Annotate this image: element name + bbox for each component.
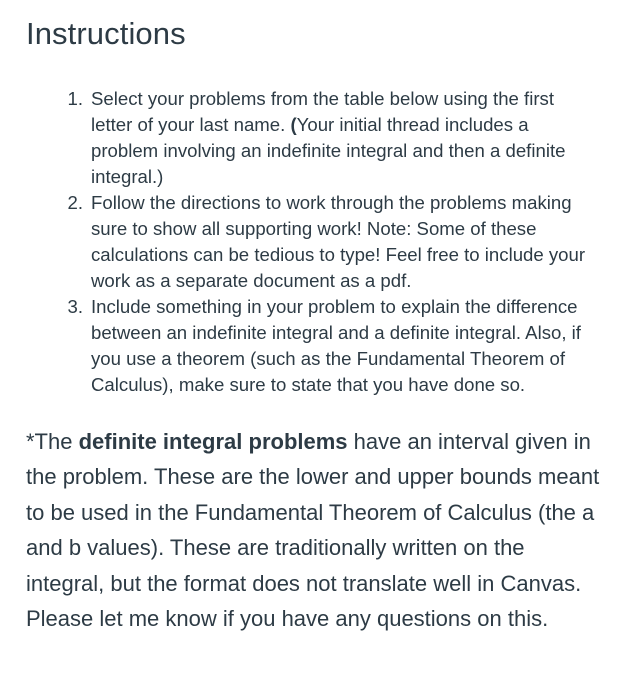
bold-parenthesis: ( bbox=[290, 114, 297, 135]
list-item bbox=[26, 294, 608, 398]
interval-note bbox=[26, 424, 608, 636]
list-item-text bbox=[91, 86, 591, 190]
list-item bbox=[26, 86, 608, 190]
note-prefix: *The bbox=[26, 429, 79, 454]
list-item-text: Include something in your problem to explain the difference between an indefinite integral and a definite integral. Also, if you use a theorem (such as the Fundamental Theorem of Calculus), make sure to state that you have done so. bbox=[91, 296, 581, 395]
note-body: have an interval given in the problem. These are the lower and upper bounds meant to be used in the Fundamental Theorem of Calculus (the a and b values). These are traditionally written on the integral, but the format does not translate well in Canvas. Please let me know if you have any questions on this. bbox=[26, 429, 600, 632]
list-item-text: Follow the directions to work through the problems making sure to show all supporting work! Note: Some of these calculations can be tedious to type! Feel free to include your work as a separate document as a pdf. bbox=[91, 192, 586, 291]
list-item-number: 3. bbox=[67, 296, 83, 317]
note-bold-text: definite integral problems bbox=[78, 429, 348, 454]
list-item-number: 1. bbox=[67, 88, 83, 109]
list-item-text-start: Select your problems from the table below using the first letter of your last name. bbox=[91, 88, 555, 135]
instruction-list bbox=[26, 86, 608, 398]
list-item bbox=[26, 190, 608, 294]
page-title: Instructions bbox=[26, 16, 186, 51]
list-item-number: 2. bbox=[67, 192, 83, 213]
list-item-text-end: Your initial thread includes a problem involving an indefinite integral and then a definite integral.) bbox=[91, 114, 566, 187]
